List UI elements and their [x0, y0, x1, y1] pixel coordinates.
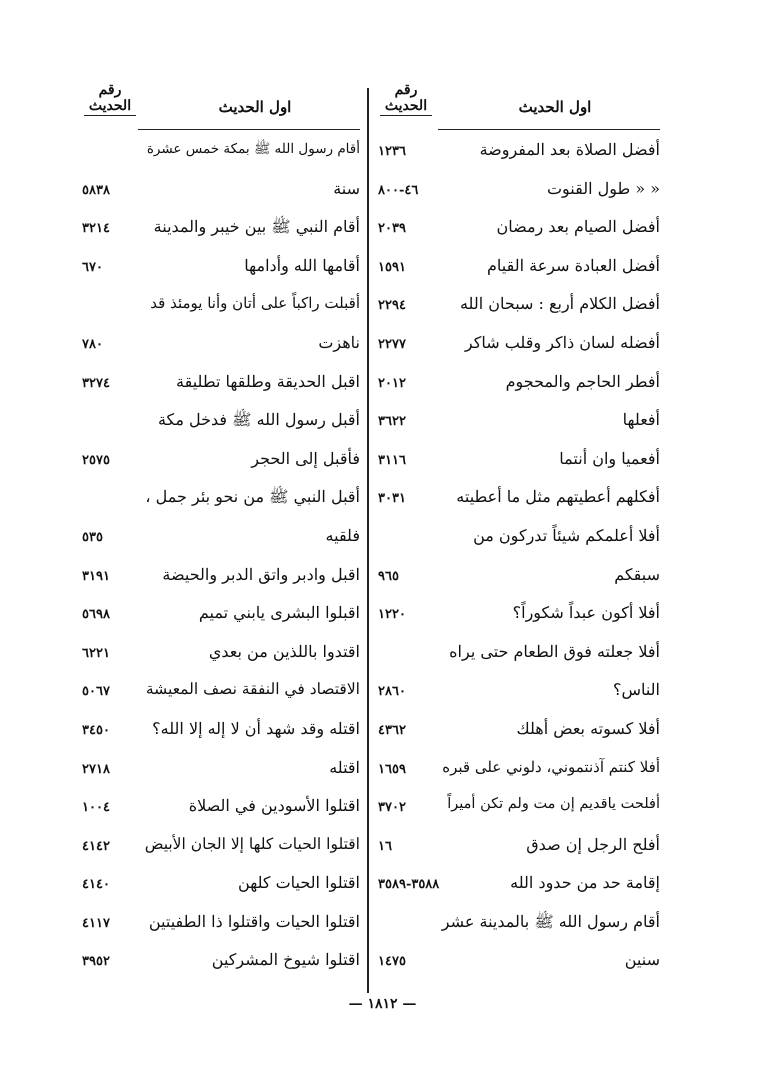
hadith-opening: أفعميا وان أنتما: [559, 448, 660, 468]
hadith-number: ٣٧٠٢: [378, 800, 406, 816]
title-header: اول الحديث: [518, 98, 592, 116]
index-entry: [378, 827, 660, 866]
index-entry: [82, 557, 360, 596]
hadith-opening: أفضل الصلاة بعد المفروضة: [479, 140, 660, 159]
hadith-opening: أفطر الحاجم والمحجوم: [505, 371, 660, 391]
column-divider: [367, 88, 369, 993]
left-column-header: [82, 80, 360, 132]
hadith-opening: أفلا كسوته بعض أهلك: [516, 718, 660, 738]
hadith-number: ٤١٤٢: [82, 838, 110, 854]
right-column-header: [378, 80, 660, 132]
index-entry: [82, 634, 360, 673]
left-column: [82, 80, 360, 990]
hadith-number: ٩٦٥: [378, 568, 399, 584]
index-entry: [378, 672, 660, 711]
index-entry: [82, 750, 360, 789]
hadith-opening: اقبل وادبر واتق الدبر والحيضة: [162, 564, 360, 584]
index-entry: [82, 672, 360, 711]
index-entry: [82, 827, 360, 866]
hadith-number: ١٥٩١: [378, 259, 406, 275]
hadith-number: ٢٥٧٥: [82, 452, 110, 468]
index-entry: [378, 171, 660, 210]
number-header-line2: الحديث: [380, 98, 432, 116]
hadith-number: ٤١١٧: [82, 915, 110, 931]
hadith-number: ٣٩٥٢: [82, 954, 110, 970]
hadith-number: ٢٠٣٩: [378, 221, 406, 237]
header-rule: [438, 129, 660, 131]
number-header-line1: رقم: [394, 82, 418, 98]
hadith-number: ١٠٠٤: [82, 800, 110, 816]
index-entry: [82, 441, 360, 480]
hadith-number: ١٤٧٥: [378, 954, 406, 970]
index-entry: [82, 865, 360, 904]
index-entry: [82, 209, 360, 248]
hadith-opening: اقتدوا باللذين من بعدي: [208, 641, 360, 661]
left-entries: [82, 132, 360, 981]
hadith-opening: أقبلت راكباً على أتان وأنا يومئذ قد: [150, 294, 360, 313]
hadith-opening: أفلا جعلته فوق الطعام حتى يراه: [449, 641, 660, 661]
header-rule: [138, 129, 360, 131]
right-entries: [378, 132, 660, 981]
index-entry: [378, 248, 660, 287]
index-entry: [378, 479, 660, 518]
title-header: اول الحديث: [218, 98, 292, 116]
hadith-opening: أفلا كنتم آذنتموني، دلوني على قبره: [442, 757, 660, 776]
index-entry: [378, 788, 660, 827]
hadith-opening: اقتلوا الحيات واقتلوا ذا الطفيتين: [148, 911, 360, 931]
index-entry: [378, 325, 660, 364]
hadith-opening: اقتلوا الحيات كلها إلا الجان الأبيض: [144, 834, 360, 853]
index-entry: [378, 209, 660, 248]
index-entry: [378, 750, 660, 789]
hadith-number: ٤٦-٨٠٠: [378, 182, 419, 198]
index-entry: [82, 286, 360, 325]
index-entry: [82, 171, 360, 210]
hadith-opening: إقامة حد من حدود الله: [510, 873, 660, 893]
hadith-opening: أفعلها: [622, 410, 660, 430]
hadith-number: ٣٦٢٢: [378, 414, 406, 430]
hadith-opening: أقام رسول الله ﷺ بمكة خمس عشرة: [146, 141, 360, 157]
number-header: [84, 82, 136, 116]
hadith-number: ٥٣٥: [82, 529, 103, 545]
hadith-opening: اقتلوا الأسودين في الصلاة: [188, 796, 360, 816]
index-entry: [82, 904, 360, 943]
hadith-number: ٧٨٠: [82, 336, 103, 352]
hadith-opening: أقامها الله وأدامها: [244, 255, 360, 275]
hadith-opening: أفضل العبادة سرعة القيام: [487, 255, 660, 275]
hadith-opening: اقتلوا شيوخ المشركين: [211, 950, 360, 970]
hadith-number: ٣٢٧٤: [82, 375, 110, 391]
index-entry: [82, 711, 360, 750]
hadith-opening: أقام النبي ﷺ بين خيبر والمدينة: [153, 217, 360, 237]
hadith-number: ٤٣٦٢: [378, 722, 406, 738]
hadith-opening: أقبل رسول الله ﷺ فدخل مكة: [157, 410, 360, 430]
index-entry: [82, 942, 360, 981]
hadith-number: ١٦٥٩: [378, 761, 406, 777]
hadith-opening: اقتله وقد شهد أن لا إله إلا الله؟: [152, 718, 360, 738]
hadith-opening: أفكلهم أعطيتهم مثل ما أعطيته: [456, 487, 660, 507]
hadith-opening: أفلا أعلمكم شيئاً تدركون من: [473, 525, 660, 545]
hadith-opening: أفلا أكون عبداً شكوراً؟: [512, 603, 660, 623]
hadith-number: ١٢٢٠: [378, 607, 406, 623]
index-entry: [378, 711, 660, 750]
hadith-number: ٣٤٥٠: [82, 722, 110, 738]
hadith-number: ٣٠٣١: [378, 491, 406, 507]
hadith-opening: أفلحت ياقديم إن مت ولم تكن أميراً: [447, 796, 660, 813]
hadith-opening: أفضل الكلام أربع : سبحان الله: [459, 294, 660, 314]
hadith-opening: فلقيه: [325, 525, 360, 545]
hadith-number: ٣١٩١: [82, 568, 110, 584]
index-entry: [378, 402, 660, 441]
hadith-opening: اقبلوا البشرى يابني تميم: [198, 603, 360, 623]
index-entry: [82, 248, 360, 287]
index-entry: [378, 286, 660, 325]
index-entry: [82, 788, 360, 827]
hadith-opening: أقام رسول الله ﷺ بالمدينة عشر: [441, 911, 660, 931]
hadith-number: ٢٠١٢: [378, 375, 406, 391]
hadith-number: ٢٢٩٤: [378, 298, 406, 314]
index-entry: [378, 904, 660, 943]
hadith-opening: أفلح الرجل إن صدق: [526, 834, 660, 854]
hadith-opening: أفضل الصيام بعد رمضان: [496, 217, 660, 237]
index-entry: [82, 402, 360, 441]
hadith-number: ٦٧٠: [82, 259, 103, 275]
hadith-opening: الناس؟: [612, 680, 660, 700]
index-entry: [82, 364, 360, 403]
hadith-number: ٤١٤٠: [82, 877, 110, 893]
hadith-number: ٣١١٦: [378, 452, 406, 468]
hadith-opening: سبقكم: [614, 564, 660, 584]
hadith-number: ٢٨٦٠: [378, 684, 406, 700]
number-header: [380, 82, 432, 116]
hadith-opening: أقبل النبي ﷺ من نحو بئر جمل ،: [145, 487, 360, 507]
hadith-number: ١٦: [378, 838, 392, 854]
index-entry: [378, 518, 660, 557]
hadith-opening: سنين: [624, 950, 660, 970]
hadith-number: ٥٦٩٨: [82, 607, 110, 623]
index-entry: [82, 479, 360, 518]
hadith-opening: ناهزت: [318, 332, 360, 352]
hadith-opening: الاقتصاد في النفقة نصف المعيشة: [145, 680, 360, 699]
number-header-line2: الحديث: [84, 98, 136, 116]
index-entry: [82, 518, 360, 557]
index-entry: [378, 557, 660, 596]
index-entry: [378, 364, 660, 403]
hadith-opening: فأقبل إلى الحجر: [251, 448, 360, 468]
hadith-number: ٢٢٧٧: [378, 336, 406, 352]
hadith-opening: أفضله لسان ذاكر وقلب شاكر: [464, 332, 660, 352]
index-entry: [378, 132, 660, 171]
index-entry: [82, 325, 360, 364]
index-entry: [82, 595, 360, 634]
page-number: — ١٨١٢ —: [348, 996, 417, 1012]
hadith-opening: اقبل الحديقة وطلقها تطليقة: [176, 371, 360, 391]
index-entry: [378, 865, 660, 904]
hadith-number: ٣٥٨٨-٣٥٨٩: [378, 877, 440, 893]
index-entry: [378, 634, 660, 673]
hadith-number: ٢٧١٨: [82, 761, 110, 777]
hadith-number: ٥٠٦٧: [82, 684, 110, 700]
hadith-number: ٣٢١٤: [82, 221, 110, 237]
hadith-opening: « « طول القنوت: [546, 178, 660, 198]
hadith-opening: اقتلوا الحيات كلهن: [238, 873, 360, 893]
hadith-number: ١٢٣٦: [378, 144, 406, 159]
hadith-number: ٥٨٣٨: [82, 182, 110, 198]
number-header-line1: رقم: [98, 82, 122, 98]
right-column: [378, 80, 660, 990]
index-entry: [378, 441, 660, 480]
hadith-opening: اقتله: [329, 757, 360, 777]
index-entry: [82, 132, 360, 171]
hadith-opening: سنة: [333, 178, 360, 198]
index-entry: [378, 595, 660, 634]
index-entry: [378, 942, 660, 981]
hadith-number: ٦٢٢١: [82, 645, 110, 661]
